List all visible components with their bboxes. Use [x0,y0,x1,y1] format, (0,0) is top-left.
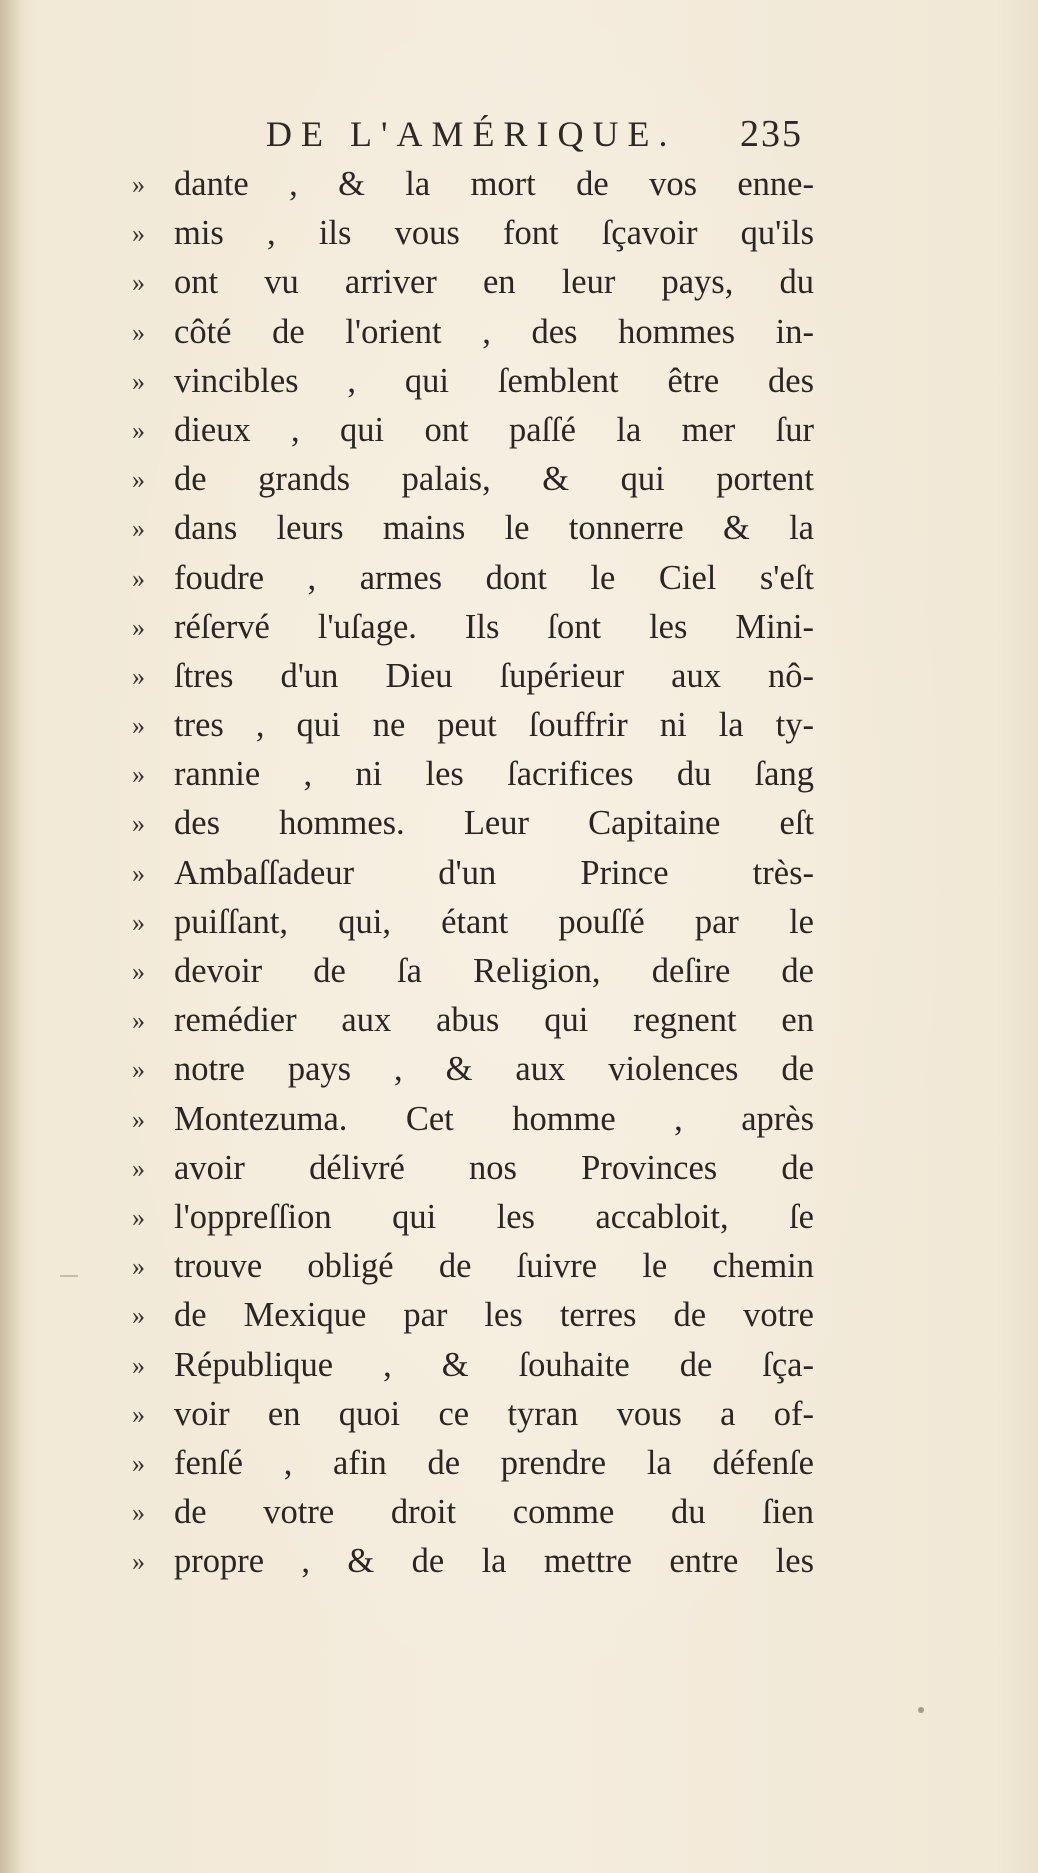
quotation-mark: » [132,1006,145,1036]
text-line [132,1390,822,1439]
text-line [132,947,822,996]
quotation-mark: » [132,907,145,937]
text-line [132,1144,822,1193]
quotation-mark: » [132,1104,145,1134]
text-line [132,1488,822,1537]
line-text: dieux , qui ont paſſé la mer ſur [174,410,814,449]
line-text: voir en quoi ce tyran vous a of- [174,1394,814,1433]
quotation-mark: » [132,711,145,741]
text-line [132,1439,822,1488]
line-text: foudre , armes dont le Ciel s'eſt [174,558,814,597]
paper-speck [918,1707,924,1713]
quotation-mark: » [132,415,145,445]
line-text: des hommes. Leur Capitaine eſt [174,804,814,843]
quotation-mark: » [132,1055,145,1085]
text-line [132,308,822,357]
line-text: dante , & la mort de vos enne- [174,165,814,203]
body-text [132,160,822,1586]
quotation-mark: » [132,760,145,790]
quotation-mark: » [132,612,145,642]
quotation-mark: » [132,366,145,396]
quotation-mark: » [132,1202,145,1232]
text-line [132,1045,822,1094]
line-text: réſervé l'uſage. Ils ſont les Mini- [174,607,814,646]
line-text: devoir de ſa Religion, deſire de [174,952,814,990]
line-text: ont vu arriver en leur pays, du [174,263,814,302]
line-text: de Mexique par les terres de votre [174,1296,814,1335]
line-text: rannie , ni les ſacrifices du ſang [174,755,814,794]
text-line [132,849,822,898]
line-text: Montezuma. Cet homme , après [174,1099,814,1138]
line-text: de votre droit comme du ſien [174,1493,814,1532]
text-line [132,258,822,307]
text-line [132,1242,822,1291]
quotation-mark: » [132,809,145,839]
line-text: fenſé , afin de prendre la défenſe [174,1443,814,1482]
quotation-mark: » [132,514,145,544]
page-header [130,108,830,160]
line-text: ſtres d'un Dieu ſupérieur aux nô- [174,656,814,695]
quotation-mark: » [132,170,145,199]
quotation-mark: » [132,1153,145,1183]
text-line [132,406,822,455]
line-text: notre pays , & aux violences de [174,1050,814,1089]
text-line [132,799,822,848]
line-text: côté de l'orient , des hommes in- [174,312,814,351]
quotation-mark: » [132,858,145,888]
line-text: remédier aux abus qui regnent en [174,1001,814,1040]
text-line [132,1341,822,1390]
text-line [132,357,822,406]
text-line [132,701,822,750]
quotation-mark: » [132,1448,145,1478]
paper-mark [60,1275,78,1277]
text-line [132,898,822,947]
quotation-mark: » [132,1301,145,1331]
line-text: trouve obligé de ſuivre le chemin [174,1247,814,1286]
text-line [132,504,822,553]
line-text: vincibles , qui ſemblent être des [174,361,814,400]
text-line [132,455,822,504]
running-head: DE L'AMÉRIQUE. [266,114,677,154]
line-text: tres , qui ne peut ſouffrir ni la ty- [174,706,814,745]
quotation-mark: » [132,1547,145,1577]
quotation-mark: » [132,1350,145,1380]
text-line [132,996,822,1045]
line-text: République , & ſouhaite de ſça- [174,1345,814,1384]
line-text: mis , ils vous font ſçavoir qu'ils [174,214,814,253]
quotation-mark: » [132,219,145,249]
line-text: avoir délivré nos Provinces de [174,1148,814,1187]
line-text: l'oppreſſion qui les accabloit, ſe [174,1197,814,1236]
quotation-mark: » [132,661,145,691]
text-line [132,1193,822,1242]
quotation-mark: » [132,268,145,298]
text-line [132,750,822,799]
text-line [132,554,822,603]
text-line [132,1537,822,1586]
text-line [132,1291,822,1340]
quotation-mark: » [132,317,145,347]
text-line [132,1095,822,1144]
text-line [132,603,822,652]
quotation-mark: » [132,563,145,593]
quotation-mark: » [132,1498,145,1528]
gutter-shadow [0,0,22,1873]
quotation-mark: » [132,465,145,495]
line-text: de grands palais, & qui portent [174,460,814,499]
line-text: propre , & de la mettre entre les [174,1542,814,1581]
quotation-mark: » [132,1252,145,1282]
text-line [132,652,822,701]
text-line [132,160,822,209]
line-text: dans leurs mains le tonnerre & la [174,509,814,548]
line-text: puiſſant, qui, étant pouſſé par le [174,902,814,941]
quotation-mark: » [132,957,145,986]
line-text: Ambaſſadeur d'un Prince très- [174,853,814,892]
text-line [132,209,822,258]
page-number: 235 [740,113,803,155]
quotation-mark: » [132,1399,145,1429]
